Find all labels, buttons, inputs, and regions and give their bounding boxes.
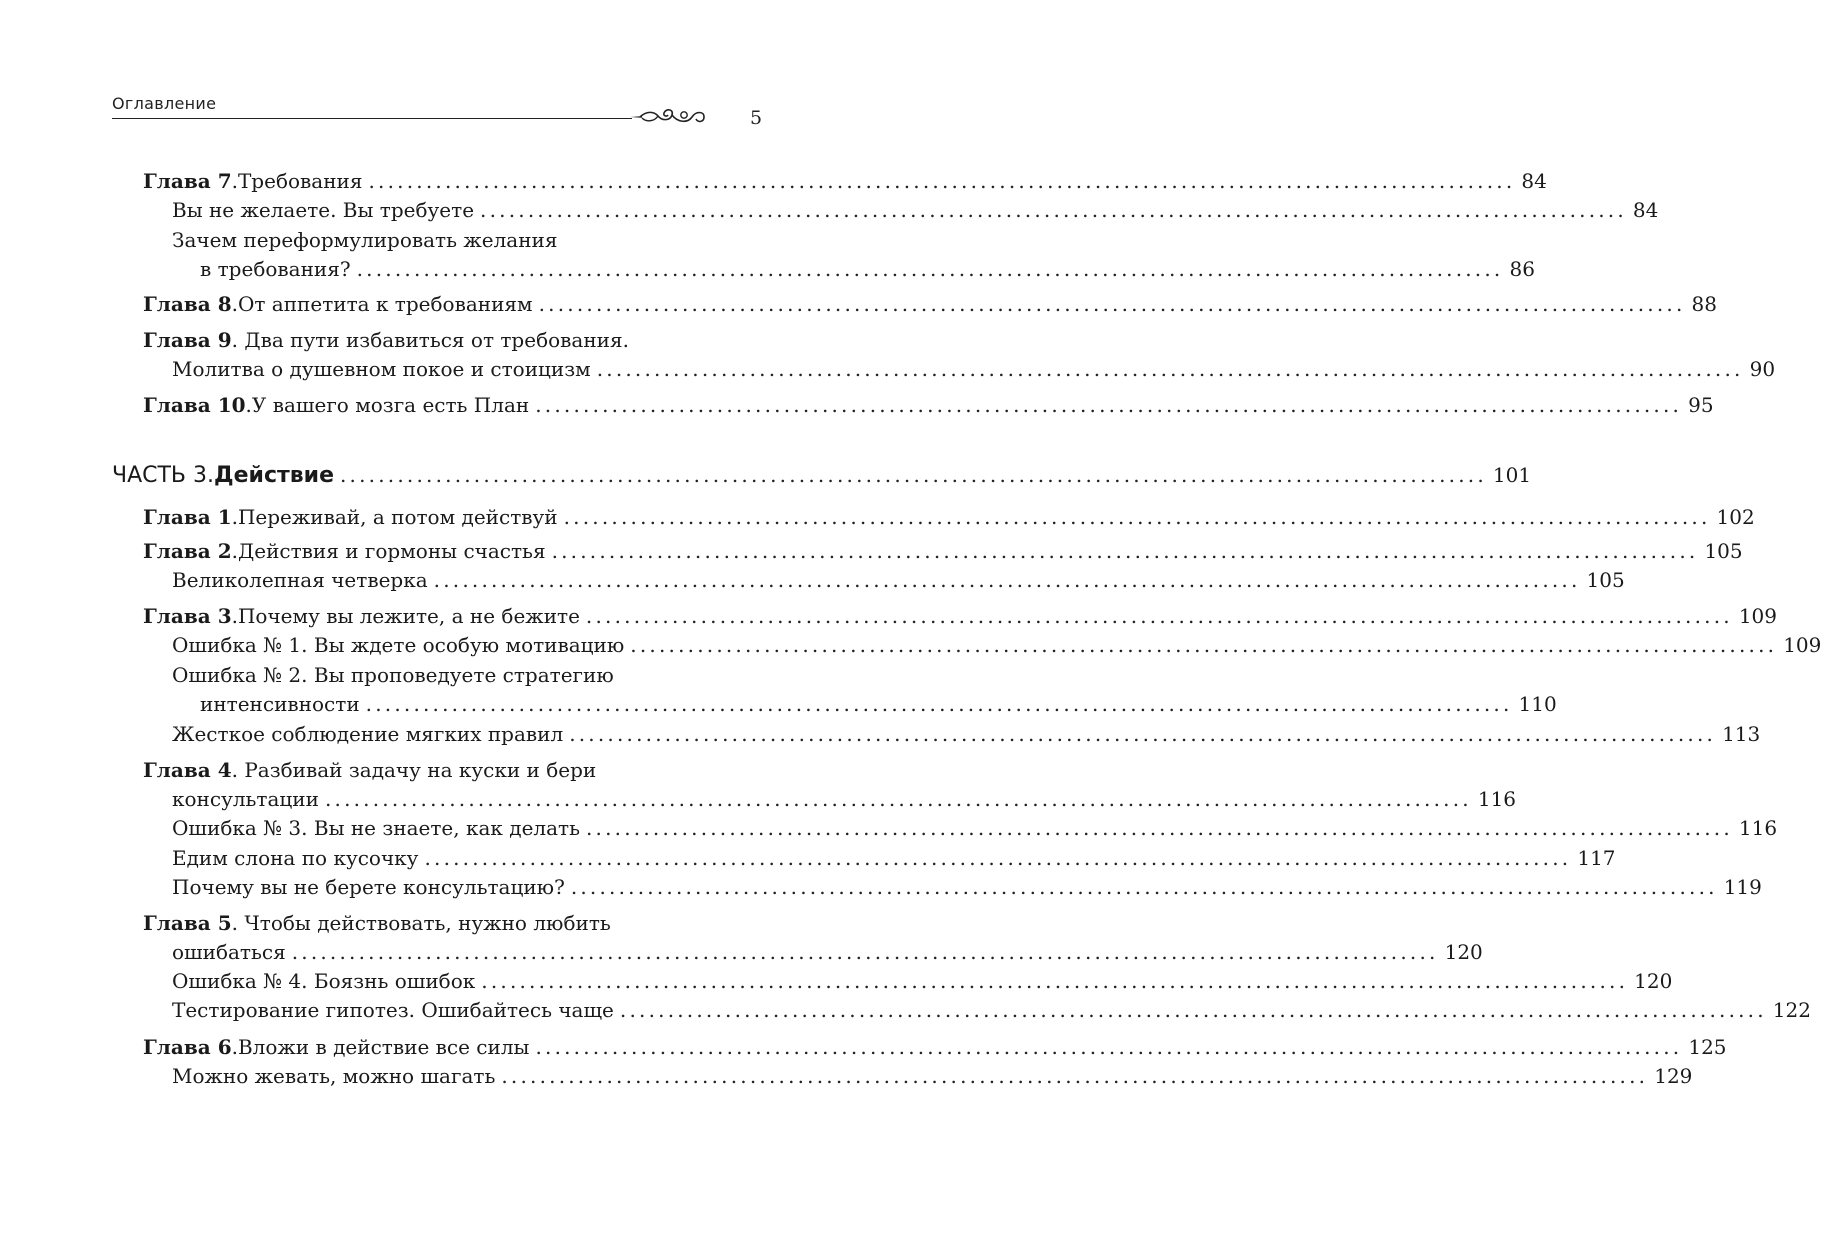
toc-entry [172, 968, 1673, 994]
dot-leader: ........................................................................................................................ [480, 198, 1627, 222]
toc-entry [143, 538, 1743, 564]
chapter-separator: . [245, 393, 252, 417]
page-ref: 110 [1518, 692, 1557, 716]
section-title: Жесткое соблюдение мягких правил [172, 722, 564, 746]
toc-entry-line [143, 757, 703, 783]
chapter-label: Глава 2 [143, 539, 232, 563]
chapter-label: Глава 9 [143, 328, 232, 352]
page-ref: 120 [1634, 969, 1673, 993]
page-ref: 113 [1722, 722, 1761, 746]
chapter-separator: . [231, 758, 245, 782]
section-title: Ошибка № 4. Боязнь ошибок [172, 969, 476, 993]
toc-entry-line [172, 227, 703, 253]
dot-leader: ........................................................................................................................ [424, 846, 1572, 870]
section-title: Тестирование гипотез. Ошибайтесь чаще [172, 998, 614, 1022]
chapter-separator: . [231, 169, 238, 193]
running-head: Оглавление [112, 94, 217, 113]
toc-entry [143, 168, 1547, 194]
chapter-separator: . [231, 604, 238, 628]
chapter-title-continued: ошибаться [172, 940, 286, 964]
toc-entry [172, 845, 1616, 871]
toc-entry [172, 815, 1778, 841]
page-ref: 109 [1783, 633, 1821, 657]
chapter-separator: . [231, 1035, 238, 1059]
dot-leader: ........................................................................................................................ [563, 505, 1711, 529]
toc-entry [200, 256, 1535, 282]
toc-entry [172, 997, 1811, 1023]
dot-leader: ........................................................................................................................ [569, 722, 1717, 746]
section-title-continued: в требования? [200, 257, 351, 281]
section-title: Ошибка № 3. Вы не знаете, как делать [172, 816, 580, 840]
section-title: Почему вы не берете консультацию? [172, 875, 565, 899]
page-ref: 129 [1654, 1064, 1693, 1088]
toc-entry [143, 291, 1717, 317]
chapter-title: От аппетита к требованиям [237, 292, 533, 316]
chapter-separator: . [231, 292, 238, 316]
chapter-label: Глава 1 [143, 505, 232, 529]
dot-leader: ........................................................................................................................ [535, 393, 1683, 417]
dot-leader: ........................................................................................................................ [630, 633, 1778, 657]
page-ref: 90 [1749, 357, 1776, 381]
chapter-title-continued: консультации [172, 787, 319, 811]
toc-entry [143, 504, 1755, 530]
page-number: 5 [750, 107, 763, 129]
chapter-title: Переживай, а потом действуй [237, 505, 558, 529]
page-ref: 105 [1704, 539, 1743, 563]
toc-entry [172, 721, 1761, 747]
page-ref: 95 [1688, 393, 1714, 417]
toc-entry-line [143, 910, 703, 936]
page-ref: 101 [1492, 463, 1532, 487]
chapter-label: Глава 4 [143, 758, 232, 782]
page-ref: 105 [1586, 568, 1625, 592]
dot-leader: ........................................................................................................................ [356, 257, 1504, 281]
dot-leader: ........................................................................................................................ [619, 998, 1767, 1022]
chapter-title-continued: Молитва о душевном покое и стоицизм [172, 357, 591, 381]
dot-leader: ........................................................................................................................ [585, 604, 1733, 628]
chapter-label: Глава 10 [143, 393, 246, 417]
section-title: Ошибка № 1. Вы ждете особую мотивацию [172, 633, 625, 657]
page-ref: 102 [1716, 505, 1755, 529]
part-title: Действие [214, 463, 334, 488]
section-title: Зачем переформулировать желания [172, 228, 558, 252]
dot-leader: ........................................................................................................................ [291, 940, 1439, 964]
toc-entry [172, 197, 1659, 223]
section-title: Едим слона по кусочку [172, 846, 419, 870]
toc-entry [172, 786, 1517, 812]
toc-entry [172, 874, 1762, 900]
chapter-title: Вложи в действие все силы [237, 1035, 530, 1059]
page-ref: 117 [1577, 846, 1616, 870]
section-title: Великолепная четверка [172, 568, 428, 592]
dot-leader: ........................................................................................................................ [433, 568, 1581, 592]
chapter-separator: . [231, 911, 245, 935]
toc-entry-line [143, 327, 703, 353]
page-ref: 88 [1691, 292, 1717, 316]
page-ref: 120 [1444, 940, 1483, 964]
toc-entry [172, 567, 1625, 593]
toc-entry [172, 939, 1483, 965]
toc-entry [172, 1063, 1693, 1089]
dot-leader: ........................................................................................................................ [535, 1035, 1683, 1059]
chapter-title: Требования [237, 169, 363, 193]
chapter-title: Действия и гормоны счастья [237, 539, 546, 563]
chapter-separator: . [231, 328, 245, 352]
page-ref: 125 [1688, 1035, 1727, 1059]
dot-leader: ........................................................................................................................ [481, 969, 1629, 993]
toc-entry [172, 356, 1776, 382]
page-ref: 116 [1477, 787, 1517, 811]
part-label: ЧАСТЬ 3 [112, 463, 208, 488]
page-ref: 122 [1772, 998, 1811, 1022]
section-title: Вы не желаете. Вы требуете [172, 198, 475, 222]
toc-entry [172, 632, 1821, 658]
page-ref: 84 [1521, 169, 1547, 193]
part-separator: . [207, 463, 215, 488]
toc-entry [143, 1034, 1727, 1060]
dot-leader: ........................................................................................................................ [570, 875, 1718, 899]
page-ref: 86 [1509, 257, 1535, 281]
page-ref: 84 [1632, 198, 1659, 222]
page-ref: 119 [1723, 875, 1762, 899]
page-ref: 109 [1738, 604, 1777, 628]
chapter-title: У вашего мозга есть План [251, 393, 530, 417]
page-ref: 116 [1738, 816, 1778, 840]
chapter-title: Два пути избавиться от требования. [244, 328, 629, 352]
chapter-title: Почему вы лежите, а не бежите [237, 604, 580, 628]
chapter-label: Глава 3 [143, 604, 232, 628]
toc-entry [143, 603, 1777, 629]
dot-leader: ........................................................................................................................ [586, 816, 1733, 840]
dot-leader: ........................................................................................................................ [596, 357, 1744, 381]
section-title: Можно жевать, можно шагать [172, 1064, 496, 1088]
chapter-title: Чтобы действовать, нужно любить [244, 911, 611, 935]
dot-leader: ........................................................................................................................ [551, 539, 1699, 563]
chapter-label: Глава 5 [143, 911, 232, 935]
dot-leader: ........................................................................................................................ [365, 692, 1513, 716]
toc-entry-line [172, 662, 703, 688]
dot-leader: ........................................................................................................................ [501, 1064, 1649, 1088]
chapter-label: Глава 6 [143, 1035, 232, 1059]
part-entry [112, 461, 1532, 489]
dot-leader: ........................................................................................................................ [324, 787, 1472, 811]
chapter-label: Глава 8 [143, 292, 232, 316]
section-title: Ошибка № 2. Вы проповедуете стратегию [172, 663, 614, 687]
toc-entry [143, 392, 1714, 418]
section-title-continued: интенсивности [200, 692, 360, 716]
chapter-separator: . [231, 505, 238, 529]
dot-leader: ........................................................................................................................ [538, 292, 1686, 316]
chapter-label: Глава 7 [143, 169, 232, 193]
dot-leader: ........................................................................................................................ [368, 169, 1516, 193]
chapter-separator: . [231, 539, 238, 563]
toc-entry [200, 691, 1557, 717]
chapter-title: Разбивай задачу на куски и бери [244, 758, 597, 782]
dot-leader: ........................................................................................................................ [340, 463, 1487, 487]
